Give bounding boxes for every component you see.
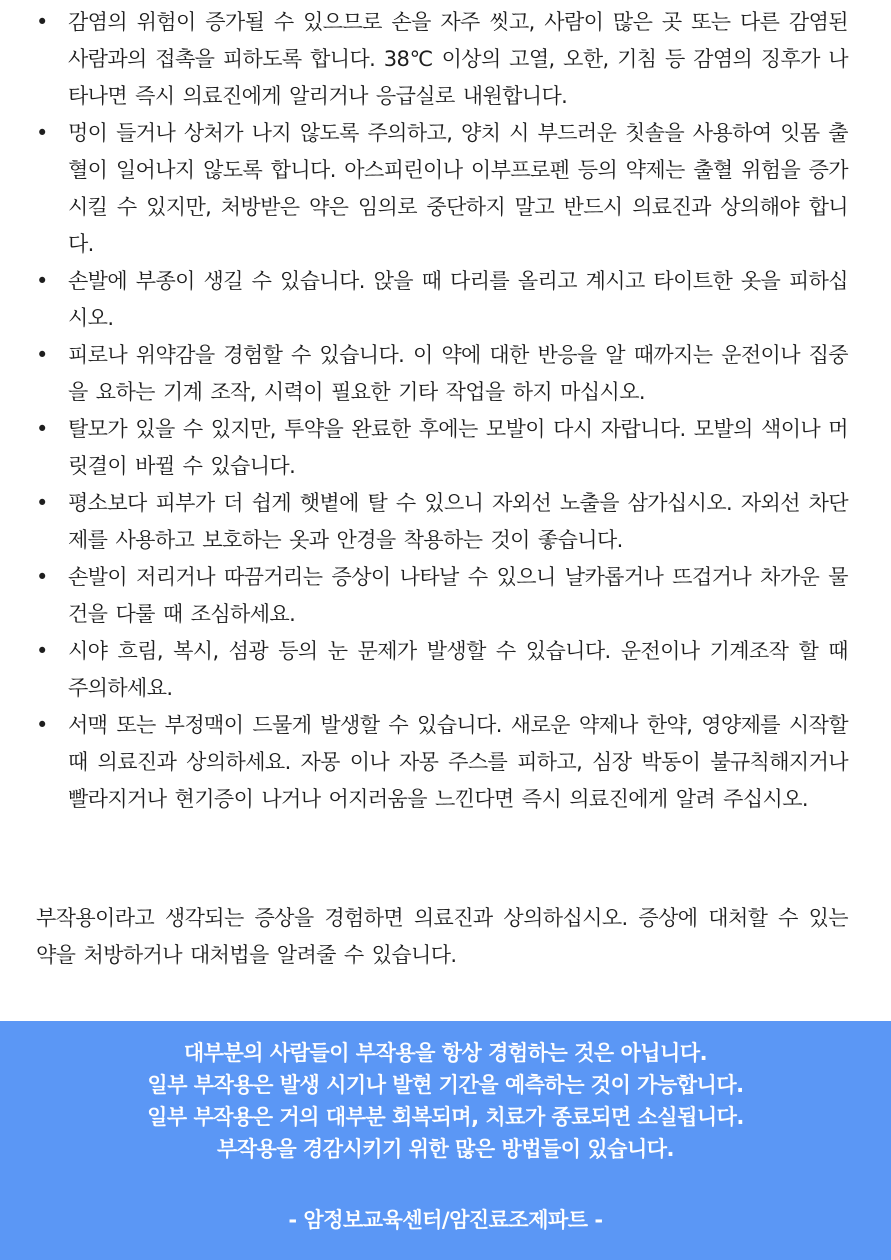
bullet-item-vision: • 시야 흐림, 복시, 섬광 등의 눈 문제가 발생할 수 있습니다. 운전이나 기계조작 할 때 주의하세요. [32, 633, 848, 707]
bullet-item-sunburn: • 평소보다 피부가 더 쉽게 햇볕에 탈 수 있으니 자외선 노출을 삼가십시오. 자외선 차단제를 사용하고 보호하는 옷과 안경을 착용하는 것이 좋습니다. [32, 485, 848, 559]
bullet-item-arrhythmia: • 서맥 또는 부정맥이 드물게 발생할 수 있습니다. 새로운 약제나 한약, 영양제를 시작할 때 의료진과 상의하세요. 자몽 이나 자몽 주스를 피하고, 심장 박동이 불규칙해지거나 빨라지거나 현기증이 나거나 어지러움을 느낀다면 즉시 의료진에게 알려 주십시오. [32, 707, 848, 818]
bullet-item-bleeding: • 멍이 들거나 상처가 나지 않도록 주의하고, 양치 시 부드러운 칫솔을 사용하여 잇몸 출혈이 일어나지 않도록 합니다. 아스피린이나 이부프로펜 등의 약제는 출혈 위험을 증가시킬 수 있지만, 처방받은 약은 임의로 중단하지 말고 반드시 의료진과 상의해야 합니다. [32, 115, 848, 263]
bullet-item-neuropathy: • 손발이 저리거나 따끔거리는 증상이 나타날 수 있으니 날카롭거나 뜨겁거나 차가운 물건을 다룰 때 조심하세요. [32, 559, 848, 633]
footer-line-1: 대부분의 사람들이 부작용을 항상 경험하는 것은 아닙니다. [183, 1041, 708, 1065]
footer-info-box [0, 1021, 891, 1260]
bullet-item-fatigue: • 피로나 위약감을 경험할 수 있습니다. 이 약에 대한 반응을 알 때까지는 운전이나 집중을 요하는 기계 조작, 시력이 필요한 기타 작업을 하지 마십시오. [32, 337, 848, 411]
consult-note-paragraph: 부작용이라고 생각되는 증상을 경험하면 의료진과 상의하십시오. 증상에 대처할 수 있는 약을 처방하거나 대처법을 알려줄 수 있습니다. [36, 906, 848, 967]
footer-line-4: 부작용을 경감시키기 위한 많은 방법들이 있습니다. [216, 1137, 675, 1161]
bullet-item-infection: • 감염의 위험이 증가될 수 있으므로 손을 자주 씻고, 사람이 많은 곳 또는 다른 감염된 사람과의 접촉을 피하도록 합니다. 38℃ 이상의 고열, 오한, 기침 등 감염의 징후가 나타나면 즉시 의료진에게 알리거나 응급실로 내원합니다. [32, 4, 848, 115]
bullet-item-hair-loss: • 탈모가 있을 수 있지만, 투약을 완료한 후에는 모발이 다시 자랍니다. 모발의 색이나 머릿결이 바뀔 수 있습니다. [32, 411, 848, 485]
footer-line-2: 일부 부작용은 발생 시기나 발현 기간을 예측하는 것이 가능합니다. [147, 1073, 744, 1097]
side-effect-bullet-list [32, 4, 848, 818]
footer-message-lines [0, 1037, 891, 1165]
bullet-item-edema: • 손발에 부종이 생길 수 있습니다. 앉을 때 다리를 올리고 계시고 타이트한 옷을 피하십시오. [32, 263, 848, 337]
footer-line-3: 일부 부작용은 거의 대부분 회복되며, 치료가 종료되면 소실됩니다. [147, 1105, 744, 1129]
footer-credit: - 암정보교육센터/암진료조제파트 - [288, 1208, 603, 1232]
